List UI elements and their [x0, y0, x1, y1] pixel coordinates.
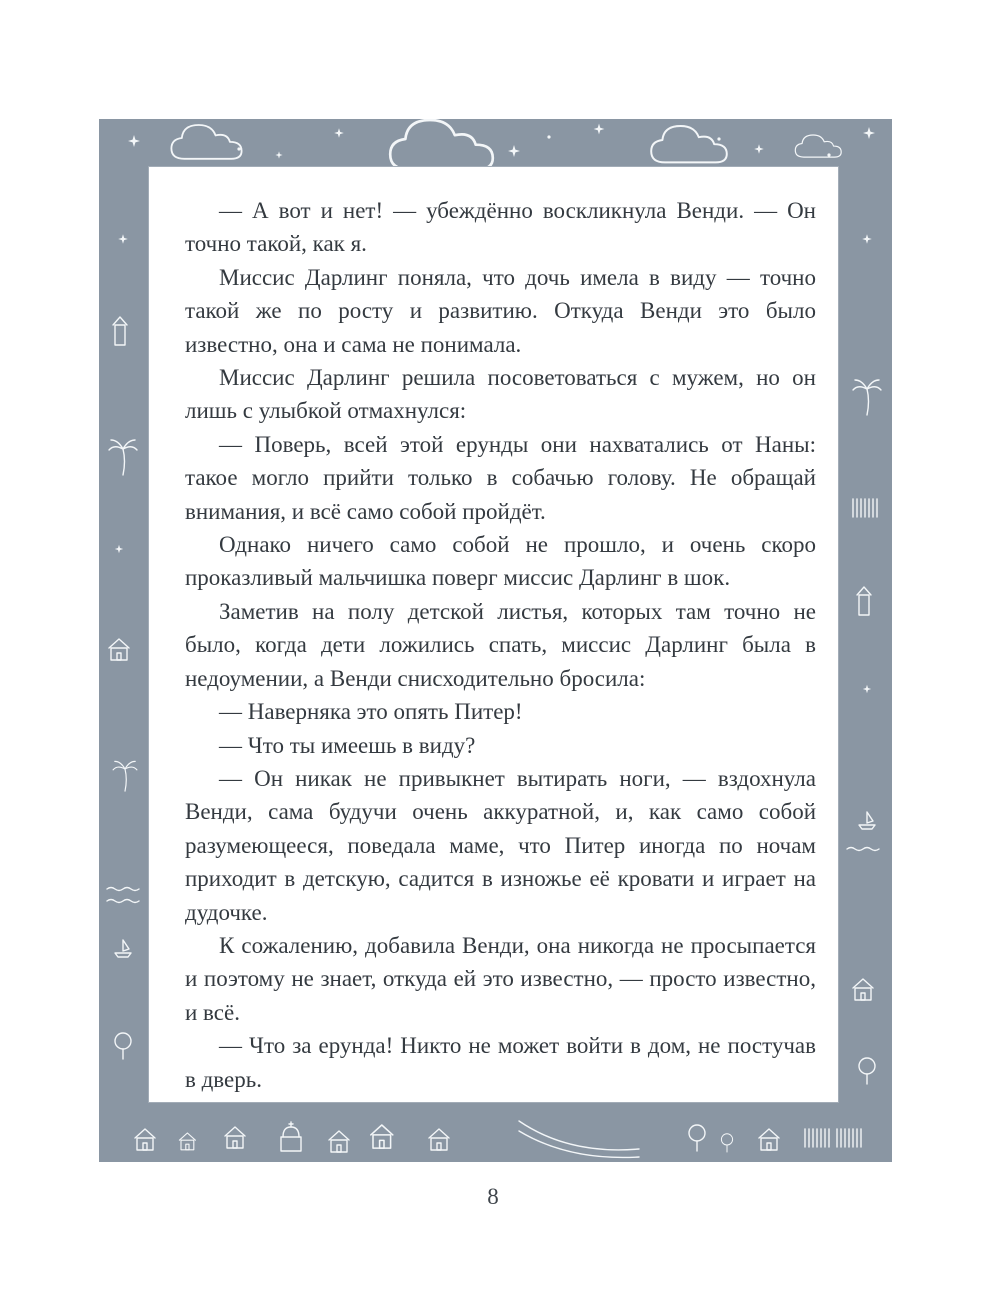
- dot-icon: [717, 137, 720, 140]
- palm-tree-icon: [113, 761, 137, 791]
- dot-icon: [547, 135, 550, 138]
- palm-tree-icon: [853, 380, 881, 415]
- paragraph: — Наверняка это опять Питер!: [219, 699, 523, 725]
- sailboat-icon: [859, 812, 875, 829]
- cloud-icon: [651, 126, 727, 162]
- house-icon: [329, 1131, 349, 1152]
- star-icon: [118, 234, 128, 244]
- wave-icon: [107, 900, 139, 903]
- wave-icon: [847, 848, 879, 851]
- tree-icon: [859, 1058, 875, 1084]
- house-icon: [179, 1133, 195, 1150]
- house-icon: [371, 1125, 393, 1148]
- star-icon: [275, 151, 282, 158]
- house-icon: [759, 1129, 779, 1150]
- star-icon: [862, 234, 872, 244]
- house-icon: [135, 1129, 155, 1150]
- star-icon: [334, 128, 344, 138]
- paragraph: Миссис Дарлинг решила посоветоваться с мужем, но он лишь с улыбкой отмахнулся:: [185, 365, 816, 424]
- paragraph: Миссис Дарлинг поняла, что дочь имела в виду — точно такой же по росту и развитию. Откуда Венди это было известно, она и сама не понимала.: [185, 264, 816, 357]
- tower-icon: [857, 587, 871, 615]
- road-line-icon: [519, 1131, 639, 1157]
- house-icon: [853, 979, 873, 1000]
- cloud-icon: [795, 135, 841, 157]
- tree-icon: [115, 1033, 131, 1059]
- paragraph: — Он никак не привыкнет вытирать ноги, — вздохнула Венди, сама будучи очень аккуратной, и, как само собой разумеющееся, поведала маме, что Питер иногда по ночам приходит в детскую, садится в изножье её кровати и играет на дудочке.: [185, 765, 816, 925]
- wave-icon: [107, 888, 139, 891]
- star-icon: [115, 545, 123, 553]
- palm-tree-icon: [109, 440, 137, 475]
- dot-icon: [237, 147, 240, 150]
- page-number: 8: [487, 1184, 499, 1209]
- star-icon: [594, 124, 605, 135]
- text-panel: [148, 166, 839, 1103]
- star-icon: [754, 144, 764, 154]
- dome-church-icon: [281, 1122, 301, 1151]
- paragraph: — Поверь, всей этой ерунды они нахватались от Наны: такое могло прийти только в собачью голову. Не обращай внимания, и всё само собой пройдёт.: [185, 431, 816, 524]
- paragraph: Заметив на полу детской листья, которых там точно не было, когда дети ложились спать, миссис Дарлинг была в недоумении, а Венди снисходительно бросила:: [185, 598, 816, 691]
- cloud-icon: [390, 120, 493, 169]
- hatch-lines-icon: [837, 1129, 861, 1147]
- story-text: [149, 167, 838, 1096]
- cloud-icon: [171, 125, 241, 159]
- paragraph: — А вот и нет! — убеждённо воскликнула Венди. — Он точно такой, как я.: [185, 198, 816, 257]
- house-icon: [109, 639, 129, 660]
- tree-icon: [689, 1125, 705, 1151]
- tree-icon: [721, 1134, 732, 1152]
- star-icon: [128, 135, 140, 147]
- star-icon: [863, 127, 875, 139]
- paragraph: К сожалению, добавила Венди, она никогда не просыпается и поэтому не знает, откуда ей это известно, — просто известно, и всё.: [185, 932, 816, 1025]
- star-icon: [508, 145, 520, 157]
- sailboat-icon: [115, 940, 131, 957]
- tower-icon: [113, 317, 127, 345]
- hatch-lines-icon: [805, 1129, 829, 1147]
- dot-icon: [827, 153, 830, 156]
- star-icon: [863, 685, 871, 693]
- paragraph: — Что ты имеешь в виду?: [219, 732, 476, 758]
- house-icon: [429, 1129, 449, 1150]
- paragraph: Однако ничего само собой не прошло, и очень скоро проказливый мальчишка поверг миссис Дарлинг в шок.: [185, 532, 816, 591]
- paragraph: — Что за ерунда! Никто не может войти в дом, не постучав в дверь.: [185, 1033, 816, 1092]
- decorative-page-frame: [99, 119, 892, 1162]
- road-line-icon: [519, 1121, 639, 1150]
- hatch-lines-icon: [853, 499, 877, 517]
- house-icon: [225, 1127, 245, 1148]
